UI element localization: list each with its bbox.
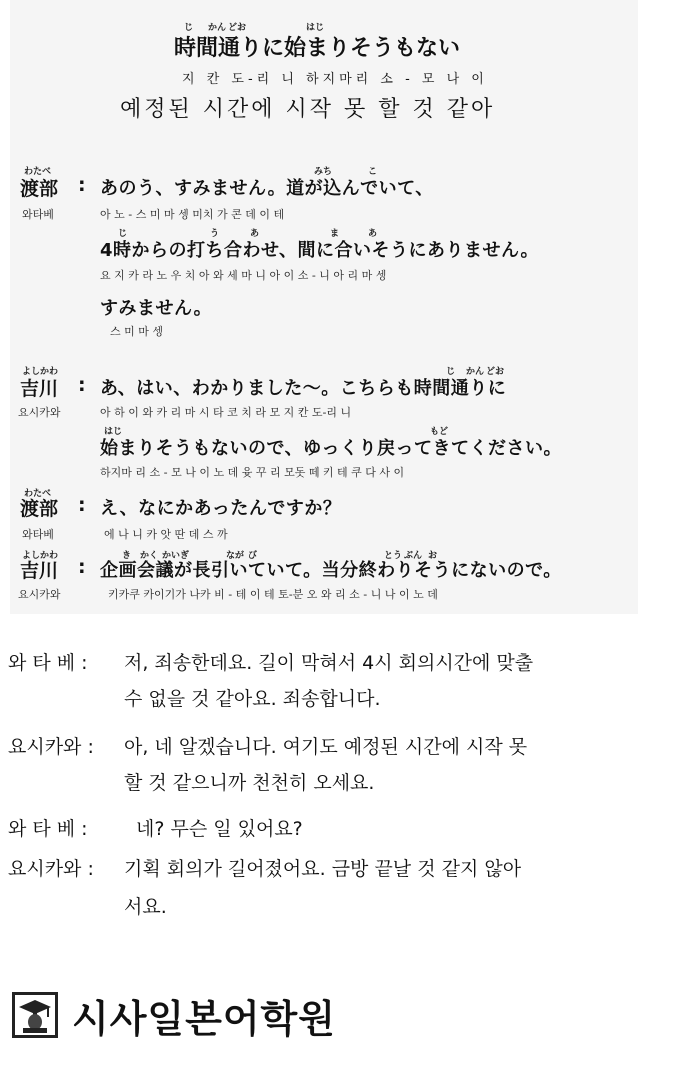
line-ruby: ぶん bbox=[404, 551, 423, 561]
dialogue-line-japanese: あのう、すみません。道が込んでいて、 bbox=[100, 178, 434, 199]
line-ruby: じ bbox=[118, 229, 128, 239]
title-ruby-kan: かん bbox=[208, 23, 227, 33]
line-ruby: び bbox=[248, 551, 258, 561]
dialogue-line-japanese: え、なにかあったんですか？ bbox=[100, 498, 342, 519]
translation-speaker: 와 타 베 : bbox=[8, 652, 88, 674]
line-ruby: もど bbox=[430, 427, 449, 437]
line-ruby: ぎ bbox=[180, 551, 190, 561]
line-ruby: はじ bbox=[104, 427, 123, 437]
title-korean: 예정된 시간에 시작 못 할 것 같아 bbox=[120, 97, 496, 122]
line-ruby: かん bbox=[466, 367, 485, 377]
speaker-colon: : bbox=[78, 174, 86, 196]
speaker-pronunciation: 와타베 bbox=[22, 528, 54, 541]
line-ruby: こ bbox=[368, 167, 378, 177]
title-japanese: 時間通りに始まりそうもない bbox=[174, 36, 461, 61]
title-ruby-ji: じ bbox=[184, 23, 194, 33]
title-ruby-doo: どお bbox=[228, 23, 247, 33]
dialogue-line-pronunciation: 아 노 - 스 미 마 셍 미치 가 콘 데 이 테 bbox=[100, 208, 285, 221]
speaker-colon: : bbox=[78, 374, 86, 396]
speaker-name: 渡部 bbox=[20, 498, 59, 520]
line-ruby: お bbox=[428, 551, 438, 561]
translation-speaker: 요시카와 : bbox=[8, 736, 94, 758]
translation-speaker: 요시카와 : bbox=[8, 858, 94, 880]
translation-line: 할 것 같으니까 천천히 오세요. bbox=[124, 772, 375, 794]
translation-line: 저, 죄송한데요. 길이 막혀서 4시 회의시간에 맞출 bbox=[124, 652, 534, 674]
line-ruby: みち bbox=[314, 167, 333, 177]
line-ruby: なが bbox=[226, 551, 245, 561]
dialogue-line-pronunciation: 요 지 카 라 노 우 치 아 와 세 마 니 아 이 소 - 니 아 리 마 셍 bbox=[100, 269, 387, 282]
line-ruby: あ bbox=[250, 229, 260, 239]
dialogue-line-pronunciation: 하지마 리 소 - 모 나 이 노 데 윳 꾸 리 모돗 떼 키 테 쿠 다 사 이 bbox=[100, 466, 405, 479]
title-ruby-haji: はじ bbox=[306, 23, 325, 33]
line-ruby: どお bbox=[486, 367, 505, 377]
speaker-ruby: わたべ bbox=[24, 489, 52, 499]
speaker-pronunciation: 요시카와 bbox=[18, 406, 61, 419]
academy-logo-text: 시사일본어학원 bbox=[72, 997, 336, 1041]
translation-line: 서요. bbox=[124, 896, 167, 918]
line-ruby: とう bbox=[384, 551, 403, 561]
speaker-pronunciation: 요시카와 bbox=[18, 588, 61, 601]
line-ruby: じ bbox=[446, 367, 456, 377]
dialogue-line-japanese: 4時からの打ち合わせ、間に合いそうにありません。 bbox=[100, 240, 540, 261]
speaker-colon: : bbox=[78, 494, 86, 516]
graduate-cap-icon bbox=[12, 992, 58, 1038]
speaker-colon: : bbox=[78, 556, 86, 578]
line-ruby: き bbox=[122, 551, 132, 561]
speaker-ruby: よしかわ bbox=[22, 551, 59, 561]
dialogue-line-pronunciation: 스 미 마 셍 bbox=[110, 325, 163, 338]
line-ruby: あ bbox=[368, 229, 378, 239]
title-pronunciation: 지 칸 도-리 니 하지마리 소 - 모 나 이 bbox=[182, 72, 488, 87]
translation-line: 기획 회의가 길어졌어요. 금방 끝날 것 같지 않아 bbox=[124, 858, 522, 880]
translation-line: 아, 네 알겠습니다. 여기도 예정된 시간에 시작 못 bbox=[124, 736, 528, 758]
speaker-pronunciation: 와타베 bbox=[22, 208, 54, 221]
dialogue-line-pronunciation: 키카쿠 카이기가 나카 비 - 테 이 테 토-분 오 와 리 소 - 니 나 이 노 데 bbox=[108, 588, 438, 601]
speaker-ruby: よしかわ bbox=[22, 367, 59, 377]
line-ruby: ま bbox=[330, 229, 340, 239]
dialogue-line-japanese: 企画会議が長引いていて。当分終わりそうにないので。 bbox=[100, 560, 562, 581]
title-block bbox=[120, 0, 568, 134]
translation-line: 수 없을 것 같아요. 죄송합니다. bbox=[124, 688, 381, 710]
translation-line: 네? 무슨 일 있어요? bbox=[136, 818, 303, 840]
dialogue-line-pronunciation: 에 나 니 카 앗 딴 데 스 까 bbox=[104, 528, 228, 541]
speaker-ruby: わたべ bbox=[24, 167, 52, 177]
dialogue-line-japanese: あ、はい、わかりました～。こちらも時間通りに bbox=[100, 378, 507, 399]
speaker-name: 吉川 bbox=[20, 560, 59, 582]
speaker-name: 渡部 bbox=[20, 178, 59, 200]
translation-speaker: 와 타 베 : bbox=[8, 818, 88, 840]
dialogue-line-japanese: すみません。 bbox=[100, 298, 213, 319]
line-ruby: かく bbox=[140, 551, 159, 561]
line-ruby: かい bbox=[162, 551, 181, 561]
speaker-name: 吉川 bbox=[20, 378, 59, 400]
line-ruby: う bbox=[210, 229, 220, 239]
dialogue-line-japanese: 始まりそうもないので、ゆっくり戻ってきてください。 bbox=[100, 438, 562, 459]
dialogue-line-pronunciation: 아 하 이 와 카 리 마 시 타 코 치 라 모 지 칸 도-리 니 bbox=[100, 406, 352, 419]
